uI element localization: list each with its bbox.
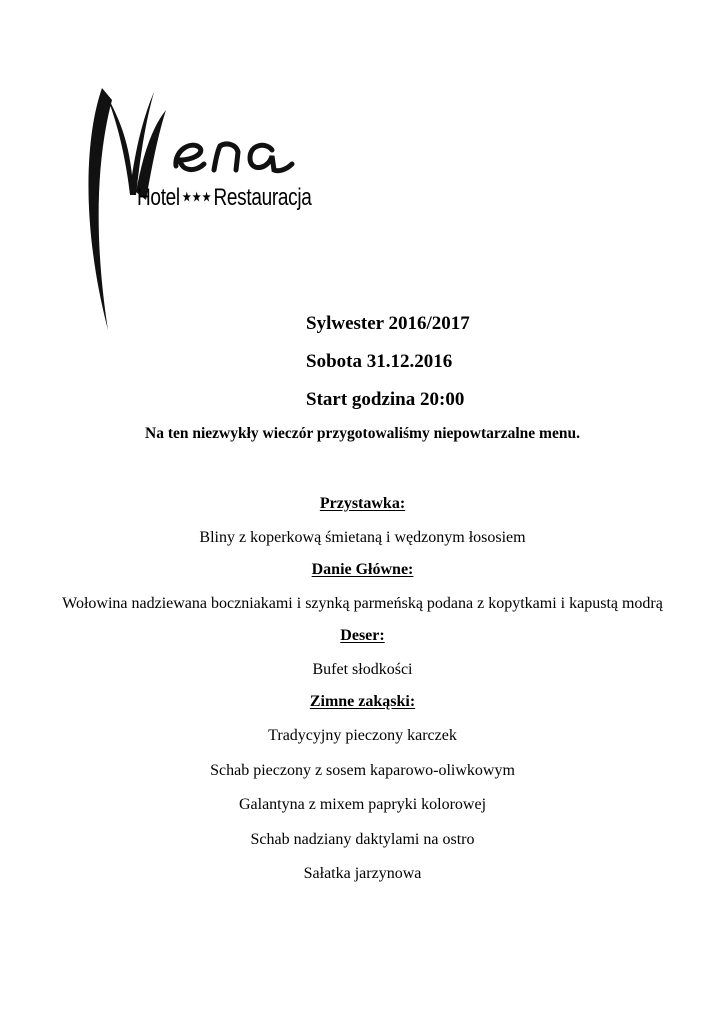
logo-hotel-label: Hotel xyxy=(137,185,180,212)
cold-appetizer-item: Schab pieczony z sosem kaparowo-oliwkowym xyxy=(210,761,515,779)
main-course-dish: Wołowina nadziewana boczniakami i szynką parmeńską podana z kopytkami i kapustą modrą xyxy=(62,595,663,612)
starter-dish: Bliny z koperkową śmietaną i wędzonym łososiem xyxy=(199,529,526,546)
logo-subtitle xyxy=(137,185,312,213)
dessert-heading: Deser: xyxy=(340,627,385,644)
cold-appetizer-item: Tradycyjny pieczony karczek xyxy=(268,727,457,744)
menu-intro: Na ten niezwykły wieczór przygotowaliśmy niepowtarzalne menu. xyxy=(145,425,580,442)
dessert-dish: Bufet słodkości xyxy=(312,661,413,678)
main-course-heading: Danie Główne: xyxy=(311,561,414,578)
event-title: Sylwester 2016/2017 xyxy=(306,313,470,334)
starter-heading: Przystawka: xyxy=(319,495,406,512)
cold-appetizers-heading: Zimne zakąski: xyxy=(309,693,416,710)
event-start-time: Start godzina 20:00 xyxy=(306,389,465,410)
hotel-logo xyxy=(80,80,320,335)
cold-appetizer-item: Sałatka jarzynowa xyxy=(303,865,422,882)
cold-appetizer-item: Galantyna z mixem papryki kolorowej xyxy=(238,796,487,813)
event-date: Sobota 31.12.2016 xyxy=(306,351,453,372)
cold-appetizer-item: Schab nadziany daktylami na ostro xyxy=(250,830,475,848)
logo-stars-icon: ★★★ xyxy=(181,190,212,205)
logo-restaurant-label: Restauracja xyxy=(213,185,312,212)
menu-list xyxy=(60,493,665,898)
